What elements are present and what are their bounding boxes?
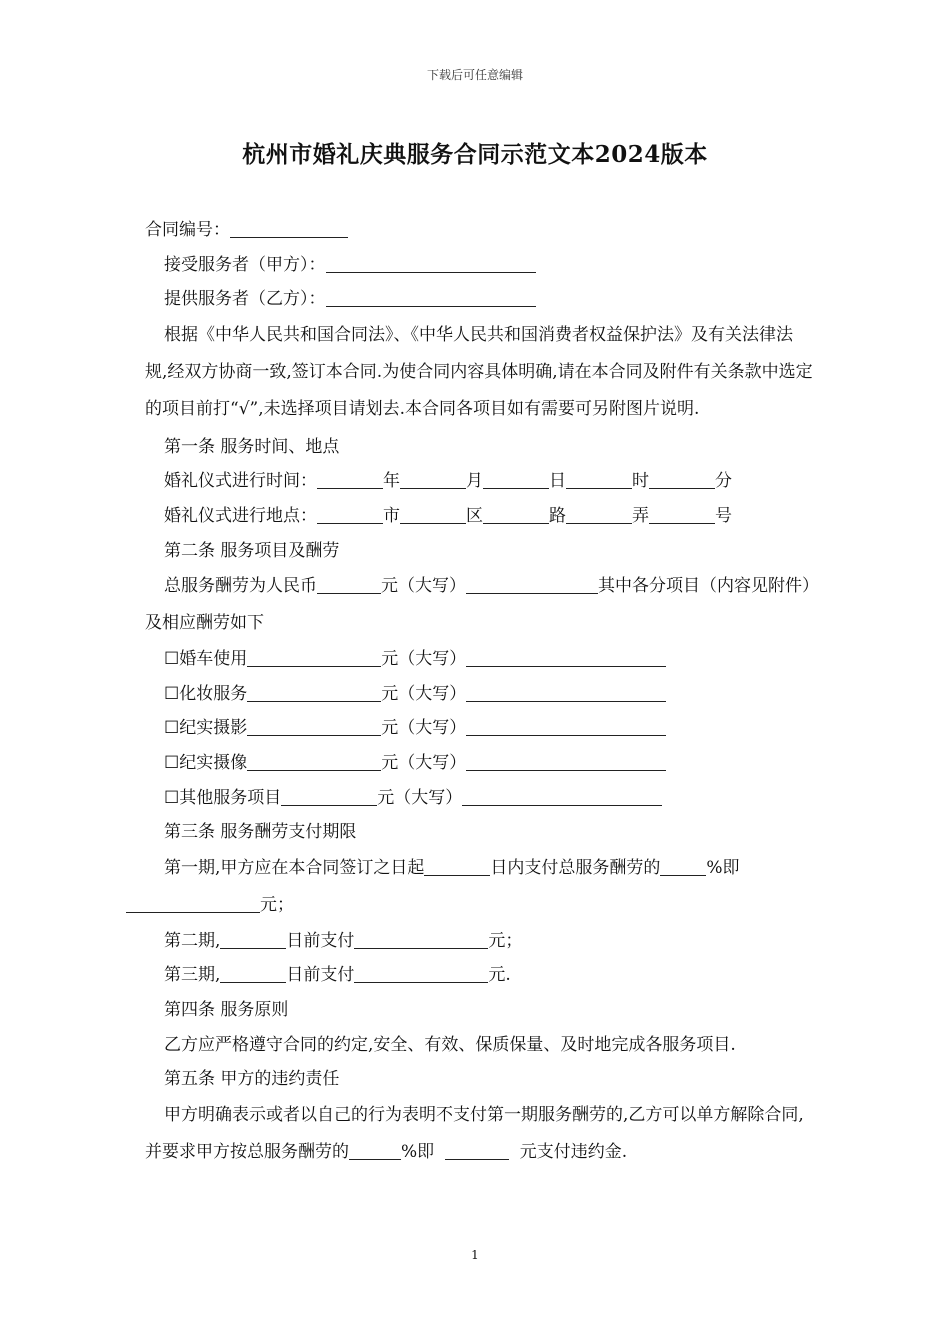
article-1-title: 第一条 服务时间、地点 bbox=[164, 436, 340, 457]
ceremony-time-line bbox=[145, 464, 815, 499]
phase-3-text-b: 日前支付 bbox=[286, 965, 355, 986]
phase-2-text-b: 日前支付 bbox=[286, 930, 355, 951]
service-item-daxie-label: 元（大写） bbox=[381, 752, 467, 773]
article-5-text-c: 元支付违约金. bbox=[519, 1141, 628, 1162]
service-item-fee-blank[interactable] bbox=[247, 750, 381, 771]
number-blank[interactable] bbox=[649, 503, 715, 524]
penalty-percent-blank[interactable] bbox=[349, 1139, 401, 1160]
phase-3-text-c: 元. bbox=[488, 965, 511, 986]
service-item-label[interactable]: ☐其他服务项目 bbox=[164, 787, 282, 808]
service-item-label[interactable]: ☐化妆服务 bbox=[164, 683, 248, 704]
district-blank[interactable] bbox=[400, 503, 466, 524]
phase-1-text-a: 第一期,甲方应在本合同签订之日起 bbox=[164, 857, 425, 878]
party-a-line bbox=[145, 248, 815, 283]
phase-1-text-b: 日内支付总服务酬劳的 bbox=[490, 857, 661, 878]
year-unit: 年 bbox=[383, 471, 400, 492]
phase-1-percent-blank[interactable] bbox=[660, 855, 706, 876]
payment-phase-3 bbox=[145, 958, 815, 993]
phase-2-text-c: 元； bbox=[488, 930, 523, 951]
service-item-row bbox=[145, 781, 815, 816]
total-fee-daxie-blank[interactable] bbox=[466, 573, 598, 594]
day-unit: 日 bbox=[549, 471, 566, 492]
article-2-title: 第二条 服务项目及酬劳 bbox=[164, 540, 340, 561]
phase-1-days-blank[interactable] bbox=[424, 855, 490, 876]
month-blank[interactable] bbox=[400, 468, 466, 489]
service-item-fee-blank[interactable] bbox=[247, 715, 381, 736]
service-item-daxie-label: 元（大写） bbox=[381, 649, 467, 670]
service-item-fee-blank[interactable] bbox=[247, 646, 381, 667]
total-fee-paragraph bbox=[145, 568, 815, 642]
service-item-daxie-label: 元（大写） bbox=[377, 787, 463, 808]
service-item-daxie-label: 元（大写） bbox=[381, 718, 467, 739]
preamble-paragraph: 根据《中华人民共和国合同法》、《中华人民共和国消费者权益保护法》及有关法律法规,经双方协商一致,签订本合同.为使合同内容具体明确,请在本合同及附件有关条款中选定的项目前打“√”,未选择项目请划去.本合同各项目如有需要可另附图片说明. bbox=[145, 324, 813, 419]
ceremony-place-line bbox=[145, 499, 815, 534]
number-unit: 号 bbox=[715, 505, 732, 526]
header-note: 下载后可任意编辑 bbox=[426, 68, 523, 82]
article-5-title: 第五条 甲方的违约责任 bbox=[164, 1069, 340, 1090]
party-b-line bbox=[145, 282, 815, 317]
party-b-label: 提供服务者（乙方）： bbox=[164, 289, 326, 310]
phase-2-amount-blank[interactable] bbox=[354, 928, 488, 949]
contract-body bbox=[145, 213, 815, 1171]
lane-blank[interactable] bbox=[566, 503, 632, 524]
month-unit: 月 bbox=[466, 471, 483, 492]
contract-number-label: 合同编号： bbox=[145, 220, 230, 240]
article-4-title: 第四条 服务原则 bbox=[164, 999, 289, 1020]
total-fee-label: 总服务酬劳为人民币 bbox=[164, 576, 317, 597]
road-blank[interactable] bbox=[483, 503, 549, 524]
total-fee-daxie-label: 元（大写） bbox=[381, 576, 466, 597]
service-item-fee-blank[interactable] bbox=[247, 681, 381, 702]
day-blank[interactable] bbox=[483, 468, 549, 489]
phase-1-text-c: %即 bbox=[706, 857, 740, 878]
service-item-row bbox=[145, 711, 815, 746]
minute-unit: 分 bbox=[715, 471, 732, 492]
service-item-label[interactable]: ☐纪实摄影 bbox=[164, 718, 248, 739]
year-blank[interactable] bbox=[317, 468, 383, 489]
contract-number-blank[interactable] bbox=[230, 217, 348, 238]
service-item-row bbox=[145, 746, 815, 781]
payment-phase-2 bbox=[145, 924, 815, 959]
phase-2-text-a: 第二期, bbox=[164, 930, 221, 951]
phase-1-amount-blank[interactable] bbox=[126, 892, 260, 913]
minute-blank[interactable] bbox=[649, 468, 715, 489]
phase-2-date-blank[interactable] bbox=[220, 928, 286, 949]
service-item-daxie-blank[interactable] bbox=[466, 750, 666, 771]
phase-3-amount-blank[interactable] bbox=[354, 962, 488, 983]
service-item-daxie-blank[interactable] bbox=[466, 715, 666, 736]
payment-phase-1 bbox=[145, 850, 815, 924]
article-4-text: 乙方应严格遵守合同的约定,安全、有效、保质保量、及时地完成各服务项目. bbox=[164, 1034, 736, 1055]
phase-3-text-a: 第三期, bbox=[164, 965, 221, 986]
ceremony-time-label: 婚礼仪式进行时间： bbox=[164, 471, 317, 492]
service-item-label[interactable]: ☐纪实摄像 bbox=[164, 752, 248, 773]
hour-blank[interactable] bbox=[566, 468, 632, 489]
total-fee-blank[interactable] bbox=[317, 573, 381, 594]
phase-1-text-d: 元； bbox=[260, 894, 294, 915]
phase-3-date-blank[interactable] bbox=[220, 962, 286, 983]
service-item-fee-blank[interactable] bbox=[281, 785, 377, 806]
page-number: 1 bbox=[471, 1248, 479, 1262]
ceremony-place-label: 婚礼仪式进行地点： bbox=[164, 505, 317, 526]
party-a-blank[interactable] bbox=[326, 252, 536, 273]
service-item-daxie-label: 元（大写） bbox=[381, 683, 467, 704]
party-b-blank[interactable] bbox=[326, 286, 536, 307]
road-unit: 路 bbox=[549, 505, 566, 526]
hour-unit: 时 bbox=[632, 471, 649, 492]
article-5-paragraph bbox=[145, 1097, 815, 1171]
article-5-text-a: 甲方明确表示或者以自己的行为表明不支付第一期服务酬劳的,乙方可以单方解除合同,并要求甲方按总服务酬劳的 bbox=[145, 1104, 804, 1162]
city-unit: 市 bbox=[383, 505, 400, 526]
district-unit: 区 bbox=[466, 505, 483, 526]
article-3-title: 第三条 服务酬劳支付期限 bbox=[164, 822, 357, 843]
service-item-daxie-blank[interactable] bbox=[466, 646, 666, 667]
service-item-row bbox=[145, 677, 815, 712]
contract-number-line bbox=[145, 213, 815, 248]
total-fee-items-intro: 其中各分项目（内容见附件）及相应酬劳如下 bbox=[145, 576, 811, 634]
document-title: 杭州市婚礼庆典服务合同示范文本2024版本 bbox=[242, 141, 708, 168]
city-blank[interactable] bbox=[317, 503, 383, 524]
penalty-amount-blank[interactable] bbox=[445, 1139, 509, 1160]
service-item-daxie-blank[interactable] bbox=[466, 681, 666, 702]
service-item-row bbox=[145, 642, 815, 677]
party-a-label: 接受服务者（甲方）： bbox=[164, 254, 326, 275]
article-5-text-b: %即 bbox=[401, 1141, 435, 1162]
lane-unit: 弄 bbox=[632, 505, 649, 526]
service-item-label[interactable]: ☐婚车使用 bbox=[164, 649, 248, 670]
service-item-daxie-blank[interactable] bbox=[462, 785, 662, 806]
